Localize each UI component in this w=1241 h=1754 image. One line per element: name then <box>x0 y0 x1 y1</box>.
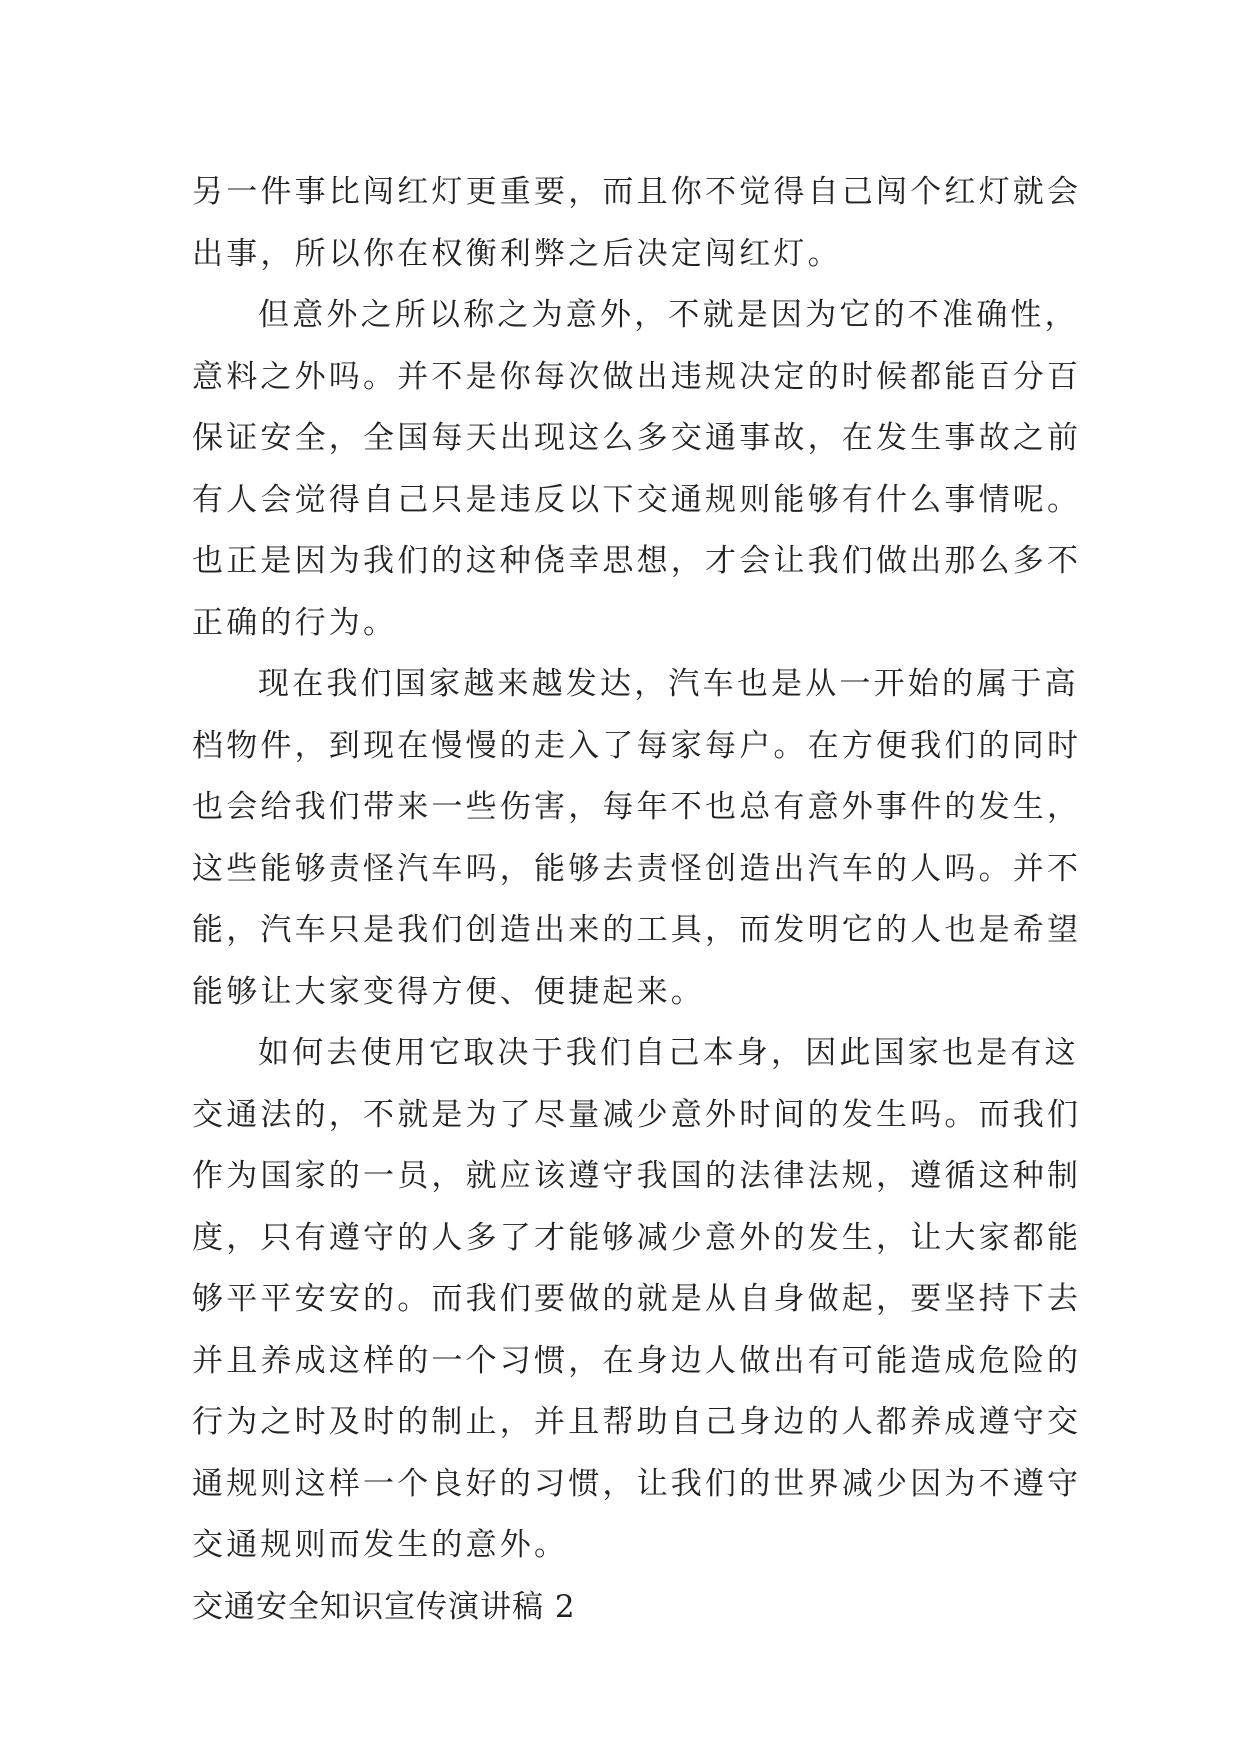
text-line: 也会给我们带来一些伤害，每年不也总有意外事件的发生， <box>192 789 1082 825</box>
text-line: 意料之外吗。并不是你每次做出违规决定的时候都能百分百 <box>192 358 1082 395</box>
text-line: 作为国家的一员，就应该遵守我国的法律法规，遵循这种制 <box>192 1158 1082 1194</box>
text-line: 能，汽车只是我们创造出来的工具，而发明它的人也是希望 <box>192 912 1082 948</box>
text-line: 能够让大家变得方便、便捷起来。 <box>192 973 705 1010</box>
text-line: 正确的行为。 <box>192 604 398 641</box>
paragraph-first-line: 但意外之所以称之为意外，不就是因为它的不准确性， <box>258 297 1079 333</box>
text-line: 有人会觉得自己只是违反以下交通规则能够有什么事情呢。 <box>192 481 1082 518</box>
text-line: 也正是因为我们的这种侥幸思想，才会让我们做出那么多不 <box>192 543 1082 579</box>
text-line: 够平平安安的。而我们要做的就是从自身做起，要坚持下去 <box>192 1281 1082 1317</box>
text-line: 交通规则而发生的意外。 <box>192 1527 569 1563</box>
text-line: 出事，所以你在权衡利弊之后决定闯红灯。 <box>192 235 842 272</box>
text-line: 度，只有遵守的人多了才能够减少意外的发生，让大家都能 <box>192 1219 1082 1256</box>
document-body <box>192 162 1082 1638</box>
text-line: 另一件事比闯红灯更重要，而且你不觉得自己闯个红灯就会 <box>192 174 1082 210</box>
text-line: 交通法的，不就是为了尽量减少意外时间的发生吗。而我们 <box>192 1096 1082 1133</box>
text-line: 这些能够责怪汽车吗，能够去责怪创造出汽车的人吗。并不 <box>192 850 1082 887</box>
text-line: 行为之时及时的制止，并且帮助自己身边的人都养成遵守交 <box>192 1404 1082 1440</box>
text-line: 通规则这样一个良好的习惯，让我们的世界减少因为不遵守 <box>192 1465 1082 1502</box>
text-line: 档物件，到现在慢慢的走入了每家每户。在方便我们的同时 <box>192 727 1082 764</box>
paragraph-first-line: 如何去使用它取决于我们自己本身，因此国家也是有这 <box>258 1035 1079 1071</box>
text-line: 并且养成这样的一个习惯，在身边人做出有可能造成危险的 <box>192 1342 1082 1379</box>
text-line: 保证安全，全国每天出现这么多交通事故，在发生事故之前 <box>192 420 1082 456</box>
paragraph-first-line: 现在我们国家越来越发达，汽车也是从一开始的属于高 <box>258 666 1079 702</box>
section-title: 交通安全知识宣传演讲稿 2 <box>192 1588 576 1625</box>
